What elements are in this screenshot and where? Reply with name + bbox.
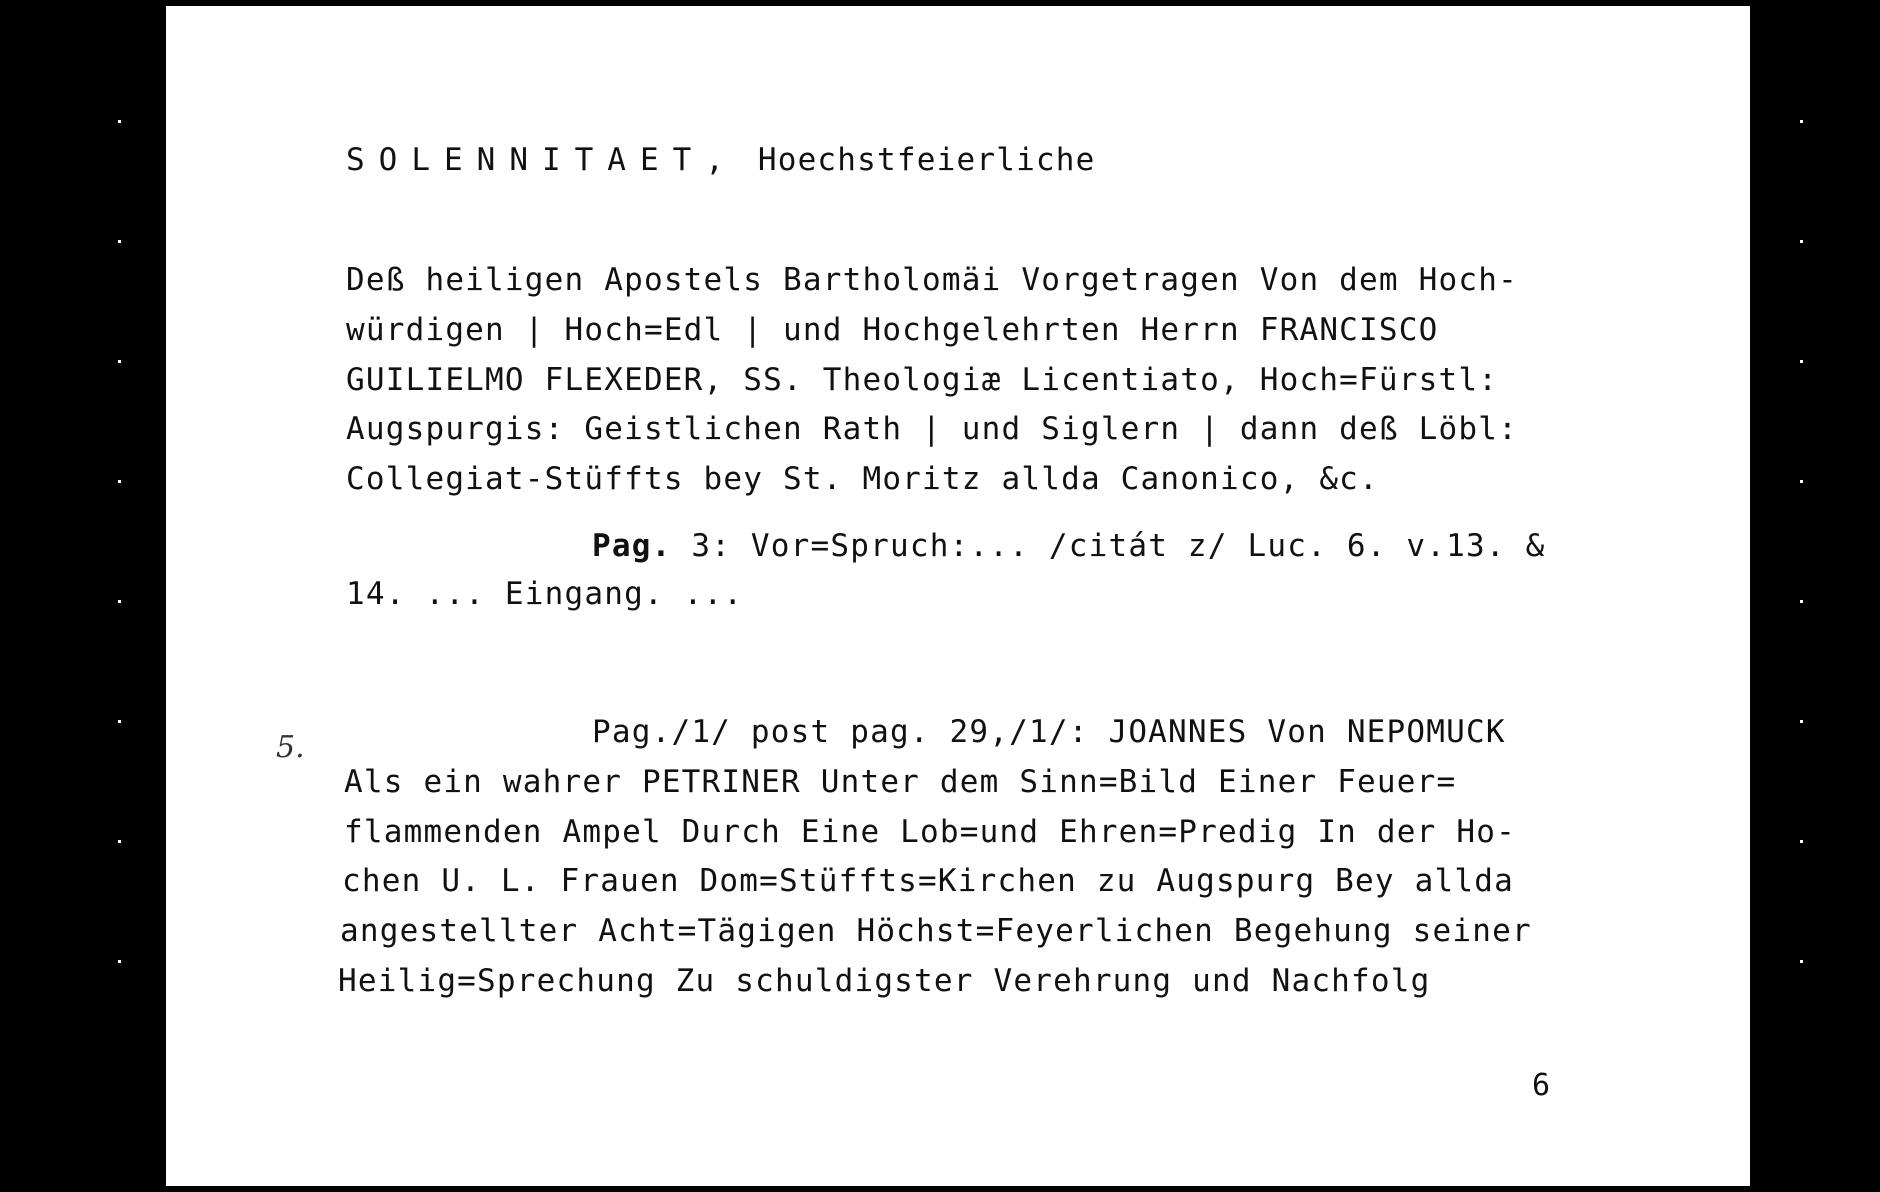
card-heading xyxy=(346,142,1096,178)
entry1-line: GUILIELMO FLEXEDER, SS. Theologiæ Licentiato, Hoch=Fürstl: xyxy=(346,362,1499,398)
entry2-line: chen U. L. Frauen Dom=Stüffts=Kirchen zu Augspurg Bey allda xyxy=(342,863,1514,899)
heading-spaced: SOLENNITAET, xyxy=(346,142,738,178)
entry1-line: Augspurgis: Geistlichen Rath | und Siglern | dann deß Löbl: xyxy=(346,411,1518,447)
heading-rest: Hoechstfeierliche xyxy=(757,142,1096,178)
pag-reference: 3: Vor=Spruch:... /citát z/ Luc. 6. v.13. & xyxy=(671,528,1546,564)
entry2-line: Pag./1/ post pag. 29,/1/: JOANNES Von NEPOMUCK xyxy=(592,714,1506,750)
entry1-pag-line xyxy=(592,528,1545,564)
entry2-line: Als ein wahrer PETRINER Unter dem Sinn=Bild Einer Feuer= xyxy=(344,764,1457,800)
entry1-line: Collegiat-Stüffts bey St. Moritz allda Canonico, &c. xyxy=(346,461,1379,497)
entry2-line: Heilig=Sprechung Zu schuldigster Verehrung und Nachfolg xyxy=(338,963,1431,999)
index-card xyxy=(166,6,1750,1186)
page-number: 6 xyxy=(1532,1068,1551,1103)
entry1-line: würdigen | Hoch=Edl | und Hochgelehrten Herrn FRANCISCO xyxy=(346,312,1439,348)
entry2-line: flammenden Ampel Durch Eine Lob=und Ehren=Predig In der Ho- xyxy=(344,814,1516,850)
margin-number: 5. xyxy=(276,730,305,765)
pag-label: Pag. xyxy=(592,528,672,564)
entry1-line: Deß heiligen Apostels Bartholomäi Vorgetragen Von dem Hoch- xyxy=(346,262,1518,298)
entry1-pag-line2: 14. ... Eingang. ... xyxy=(346,576,744,612)
entry2-line: angestellter Acht=Tägigen Höchst=Feyerlichen Begehung seiner xyxy=(340,913,1532,949)
